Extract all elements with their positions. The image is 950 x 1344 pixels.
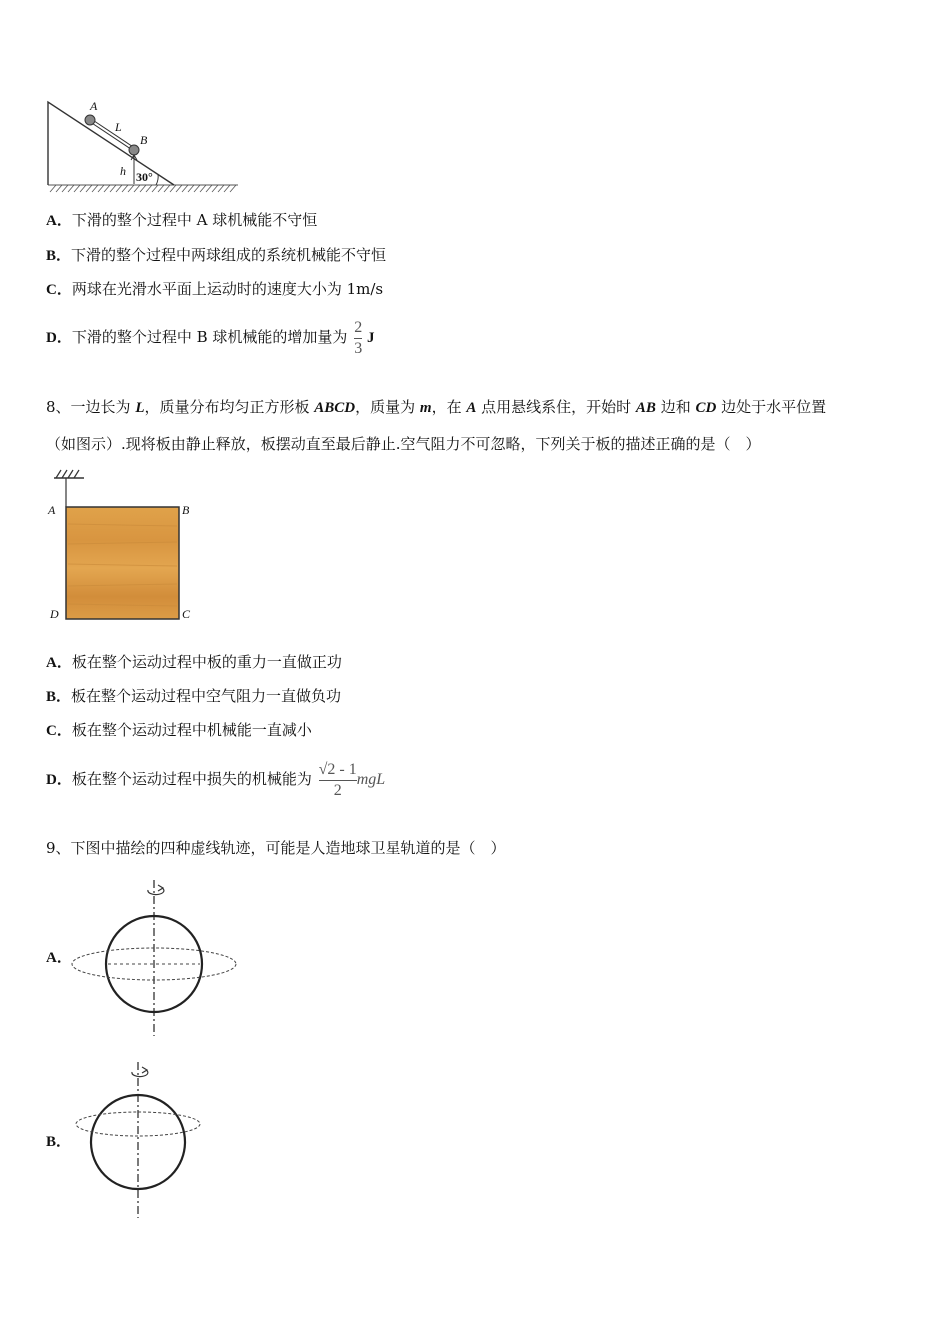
option-text: 下滑的整个过程中两球组成的系统机械能不守恒 <box>71 246 387 264</box>
label-l: L <box>115 120 122 134</box>
corner-d: D <box>50 607 59 621</box>
option-key: D． <box>46 330 72 346</box>
fraction-numerator: 2 <box>354 318 363 336</box>
q7-option-d <box>46 314 374 361</box>
mgl-term: mgL <box>356 771 386 788</box>
stem-text: 点用悬线系住，开始时 <box>476 398 636 416</box>
label-angle: 30° <box>136 170 153 184</box>
option-key: A． <box>46 950 72 966</box>
stem-text: 边和 <box>655 398 696 416</box>
option-key: A． <box>46 213 72 229</box>
q7-option-b <box>46 245 386 266</box>
var-cd: CD <box>695 400 717 416</box>
option-key: D． <box>46 772 72 788</box>
option-text: 两球在光滑水平面上运动时的速度大小为 1m/s <box>71 280 384 298</box>
q7-option-c <box>46 279 383 300</box>
stem-text: 边处于水平位置 <box>716 398 827 416</box>
corner-b: B <box>182 503 190 517</box>
q7-option-a <box>46 210 317 231</box>
stem-text: 8、一边长为 <box>46 398 136 416</box>
corner-a: A <box>48 503 56 517</box>
var-m: m <box>419 400 432 416</box>
q8-option-a <box>46 652 342 673</box>
option-text: 下滑的整个过程中 A 球机械能不守恒 <box>71 211 318 229</box>
board-figure <box>44 464 204 626</box>
fraction <box>354 318 362 359</box>
var-ab: AB <box>635 400 656 416</box>
stem-text: ，质量为 <box>355 398 420 416</box>
orbit-figure-a <box>70 878 245 1038</box>
option-text: 板在整个运动过程中板的重力一直做正功 <box>71 653 342 671</box>
stem-text: ，质量分布均匀正方形板 <box>144 398 315 416</box>
option-key: A． <box>46 655 72 671</box>
label-h: h <box>120 164 126 178</box>
label-a: A <box>90 99 98 113</box>
corner-c: C <box>182 607 191 621</box>
option-key: C． <box>46 282 72 298</box>
unit: J <box>366 330 375 346</box>
q8-option-c <box>46 720 312 741</box>
stem-text: ，在 <box>431 398 467 416</box>
option-text: 板在整个运动过程中损失的机械能为 <box>71 770 312 788</box>
option-key: B． <box>46 1134 72 1150</box>
fraction-numerator: √2 - 1 <box>318 760 357 778</box>
q9-option-a <box>46 947 72 968</box>
var-abcd: ABCD <box>314 400 356 416</box>
option-text: 板在整个运动过程中空气阻力一直做负功 <box>71 687 342 705</box>
option-key: C． <box>46 723 72 739</box>
fraction <box>319 760 357 801</box>
q8-stem-line2: （如图示）.现将板由静止释放，板摆动直至最后静止.空气阻力不可忽略，下列关于板的描述正确的是（ ） <box>46 435 761 453</box>
q9-option-b <box>46 1131 71 1152</box>
option-key: B． <box>46 248 72 264</box>
orbit-figure-b <box>70 1060 210 1220</box>
var-l: L <box>135 400 145 416</box>
option-key: B． <box>46 689 72 705</box>
option-text: 板在整个运动过程中机械能一直减小 <box>71 721 312 739</box>
q8-stem-line1 <box>46 397 826 418</box>
option-text: 下滑的整个过程中 B 球机械能的增加量为 <box>71 328 348 346</box>
var-a: A <box>466 400 477 416</box>
q8-option-b <box>46 686 341 707</box>
q8-option-d <box>46 756 385 803</box>
label-b: B <box>140 133 148 147</box>
q9-stem: 9、下图中描绘的四种虚线轨迹，可能是人造地球卫星轨道的是（ ） <box>46 839 506 857</box>
fraction-denominator: 3 <box>354 339 363 357</box>
fraction-denominator: 2 <box>333 781 342 799</box>
